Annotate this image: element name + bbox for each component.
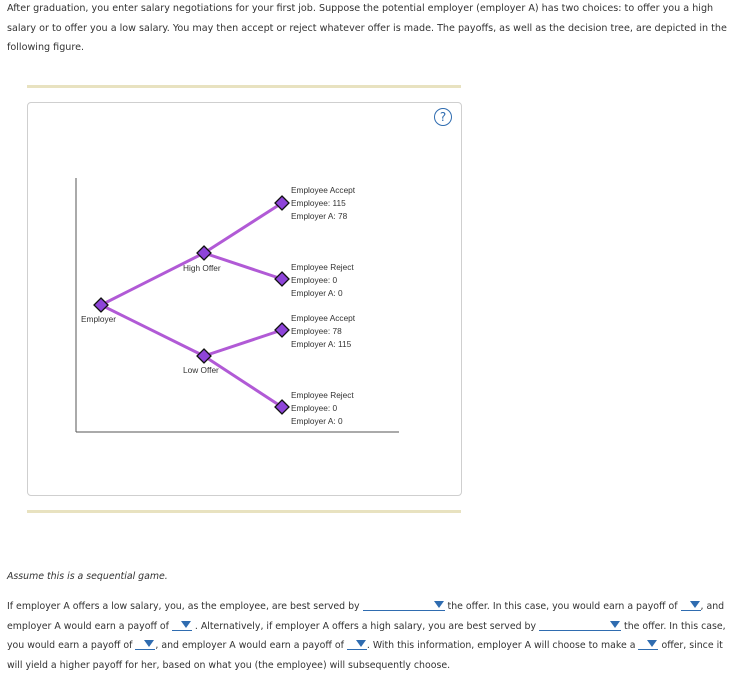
outcome-2-employee-payoff: Employee: 0 [291, 275, 338, 285]
question-paragraph [7, 597, 738, 675]
question-text-7: , and employer A would earn a payoff of [155, 640, 344, 651]
question-text-5: . Alternatively, if employer A offers a high salary, you are best served by [194, 620, 537, 632]
branch-low-reject [204, 356, 282, 407]
offer-choice-dropdown[interactable] [638, 638, 658, 650]
low-offer-employer-payoff-dropdown[interactable] [172, 619, 192, 631]
outcome-2-employer-payoff: Employer A: 0 [291, 288, 343, 298]
outcome-2-action: Employee Reject [291, 262, 354, 272]
help-icon[interactable]: ? [434, 108, 452, 126]
question-text-6: the offer. In this case, you would earn a payoff of [7, 620, 726, 651]
chevron-down-icon [610, 621, 620, 628]
chevron-down-icon [144, 640, 154, 647]
high-offer-employer-payoff-dropdown[interactable] [347, 638, 367, 650]
chevron-down-icon [181, 621, 191, 628]
outcome-1-employer-payoff: Employer A: 78 [291, 211, 348, 221]
problem-intro: After graduation, you enter salary negotiations for your first job. Suppose the potential employer (employer A) has two choices: to offer you a high salary or to offer you a low salary. You may then accept or reject whatever offer is made. The payoffs, as well as the decision tree, are depicted in the following figure. [7, 3, 727, 53]
branch-high-offer [101, 253, 204, 305]
tree-branches [101, 203, 282, 407]
outcome-4-employer-payoff: Employer A: 0 [291, 416, 343, 426]
label-high-offer: High Offer [183, 263, 221, 273]
high-offer-response-dropdown[interactable] [539, 619, 621, 631]
question-text-1: If employer A offers a low salary, you, as the employee, are best served by [7, 601, 360, 612]
node-employer[interactable] [94, 298, 108, 312]
outcome-3-employee-payoff: Employee: 78 [291, 326, 342, 336]
question-text-2: the offer. In this case, you would earn a payoff of [447, 601, 678, 612]
node-outcome-3[interactable] [275, 323, 289, 337]
high-offer-employee-payoff-dropdown[interactable] [135, 638, 155, 650]
outcome-3-employer-payoff: Employer A: 115 [291, 339, 352, 349]
question-text-3: , [700, 601, 704, 612]
chevron-down-icon [356, 640, 366, 647]
question-text-8: . With this information, employer A will choose to make a [366, 640, 636, 651]
chevron-down-icon [690, 601, 700, 608]
node-outcome-2[interactable] [275, 272, 289, 286]
outcome-1-action: Employee Accept [291, 185, 356, 195]
label-employer: Employer [81, 314, 117, 324]
outcome-1-employee-payoff: Employee: 115 [291, 198, 346, 208]
branch-low-accept [204, 330, 282, 356]
question-text-4: and employer A would earn a payoff of [7, 601, 725, 632]
chevron-down-icon [434, 601, 444, 608]
divider-bottom [27, 510, 461, 513]
question-text-9: offer, since it will yield a higher payoff for her, based on what you (the employee) will subsequently choose. [7, 640, 723, 671]
chevron-down-icon [647, 640, 657, 647]
low-offer-response-dropdown[interactable] [363, 599, 445, 611]
branch-low-offer [101, 305, 204, 356]
low-offer-employee-payoff-dropdown[interactable] [681, 599, 701, 611]
assumption-text: Assume this is a sequential game. [7, 571, 168, 582]
outcome-4-employee-payoff: Employee: 0 [291, 403, 338, 413]
tree-nodes [94, 196, 289, 414]
outcome-3-action: Employee Accept [291, 313, 356, 323]
outcome-4-action: Employee Reject [291, 390, 354, 400]
branch-high-accept [204, 203, 282, 253]
label-low-offer: Low Offer [183, 365, 219, 375]
